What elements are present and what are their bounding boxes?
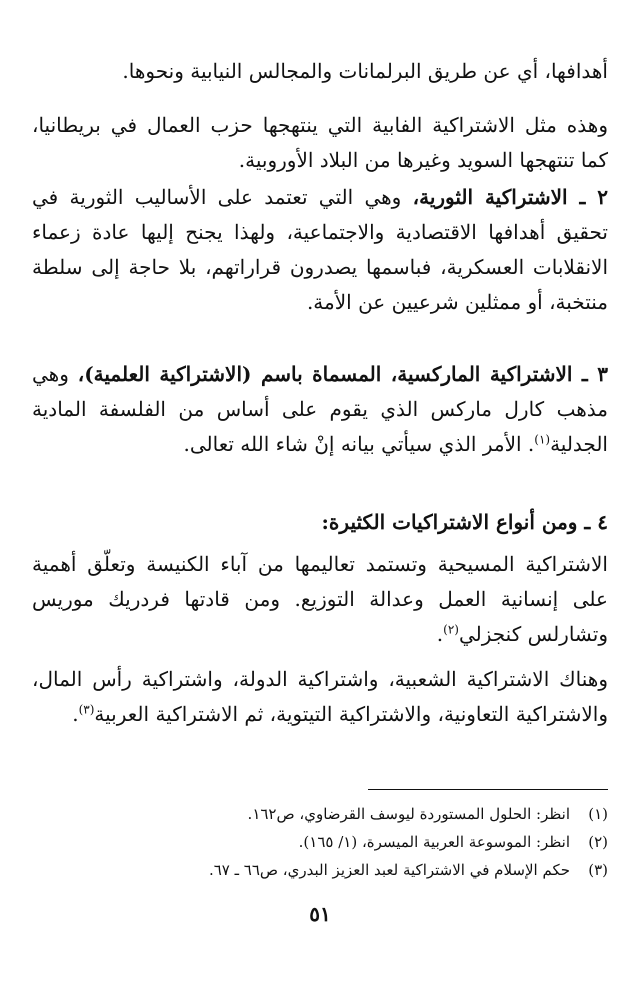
- paragraph-text: أهدافها، أي عن طريق البرلمانات والمجالس النيابية ونحوها.: [122, 59, 608, 83]
- footnote-1: [32, 801, 608, 827]
- paragraph-1: [32, 54, 608, 89]
- paragraph-text: .: [72, 702, 79, 726]
- footnote-divider: [368, 789, 608, 790]
- footnote-text: انظر: الموسوعة العربية الميسرة، (١/ ١٦٥).: [298, 833, 570, 851]
- page-number: ٥١: [309, 902, 331, 926]
- footnote-number: (٣): [588, 861, 608, 879]
- footnote-number: (٢): [588, 833, 608, 851]
- paragraph-text: وهناك الاشتراكية الشعبية، واشتراكية الدولة، واشتراكية رأس المال، والاشتراكية التعاونية، والاشتراكية التيتوية، ثم الاشتراكية العربية: [32, 667, 608, 726]
- paragraph-other-types-heading: [32, 505, 608, 540]
- footnote-ref: (٢): [443, 622, 459, 637]
- footnote-number: (١): [588, 805, 608, 823]
- paragraph-text: . الأمر الذي سيأتي بيانه إنْ شاء الله تعالى.: [183, 432, 535, 456]
- section-heading: ٢ ـ الاشتراكية الثورية،: [412, 185, 609, 209]
- section-heading: ٣ ـ الاشتراكية الماركسية، المسماة باسم (الاشتراكية العلمية)،: [77, 362, 609, 386]
- paragraph-text: وهذه مثل الاشتراكية الفابية التي ينتهجها حزب العمال في بريطانيا، كما تنتهجها السويد وغيرها من البلاد الأوروبية.: [32, 113, 608, 172]
- paragraph-text: .: [436, 622, 444, 646]
- footnote-2: [32, 829, 608, 855]
- paragraph-text: وهي التي تعتمد على الأساليب الثورية في تحقيق أهدافها الاقتصادية والاجتماعية، ولهذا يجنح إليها عادة زعماء الانقلابات العسكرية، فباسمها يصدرون قراراتهم، بلا حاجة إلى سلطة منتخبة، أو ممثلين شرعيين عن الأمة.: [32, 185, 608, 314]
- paragraph-text: الاشتراكية المسيحية وتستمد تعاليمها من آباء الكنيسة وتعلّق أهمية على إنسانية العمل وعدالة التوزيع. ومن قادتها فردريك موريس وتشارلس كنجزلي: [32, 552, 608, 646]
- footnote-text: انظر: الحلول المستوردة ليوسف القرضاوي، ص١٦٢.: [247, 805, 570, 823]
- paragraph-2: [32, 108, 608, 178]
- footnote-3: [32, 857, 608, 883]
- section-heading: ٤ ـ ومن أنواع الاشتراكيات الكثيرة:: [321, 510, 608, 534]
- paragraph-christian-socialism: [32, 547, 608, 652]
- footnote-text: حكم الإسلام في الاشتراكية لعبد العزيز البدري، ص٦٦ ـ ٦٧.: [208, 861, 570, 879]
- footnote-ref: (٣): [78, 702, 95, 717]
- paragraph-other-socialisms: [32, 662, 608, 732]
- paragraph-text: وهي مذهب كارل ماركس الذي يقوم على أساس من الفلسفة المادية الجدلية: [32, 362, 608, 456]
- paragraph-socialism-revolutionary: [32, 180, 608, 320]
- footnote-ref: (١): [534, 432, 551, 447]
- paragraph-socialism-marxist: [32, 357, 608, 462]
